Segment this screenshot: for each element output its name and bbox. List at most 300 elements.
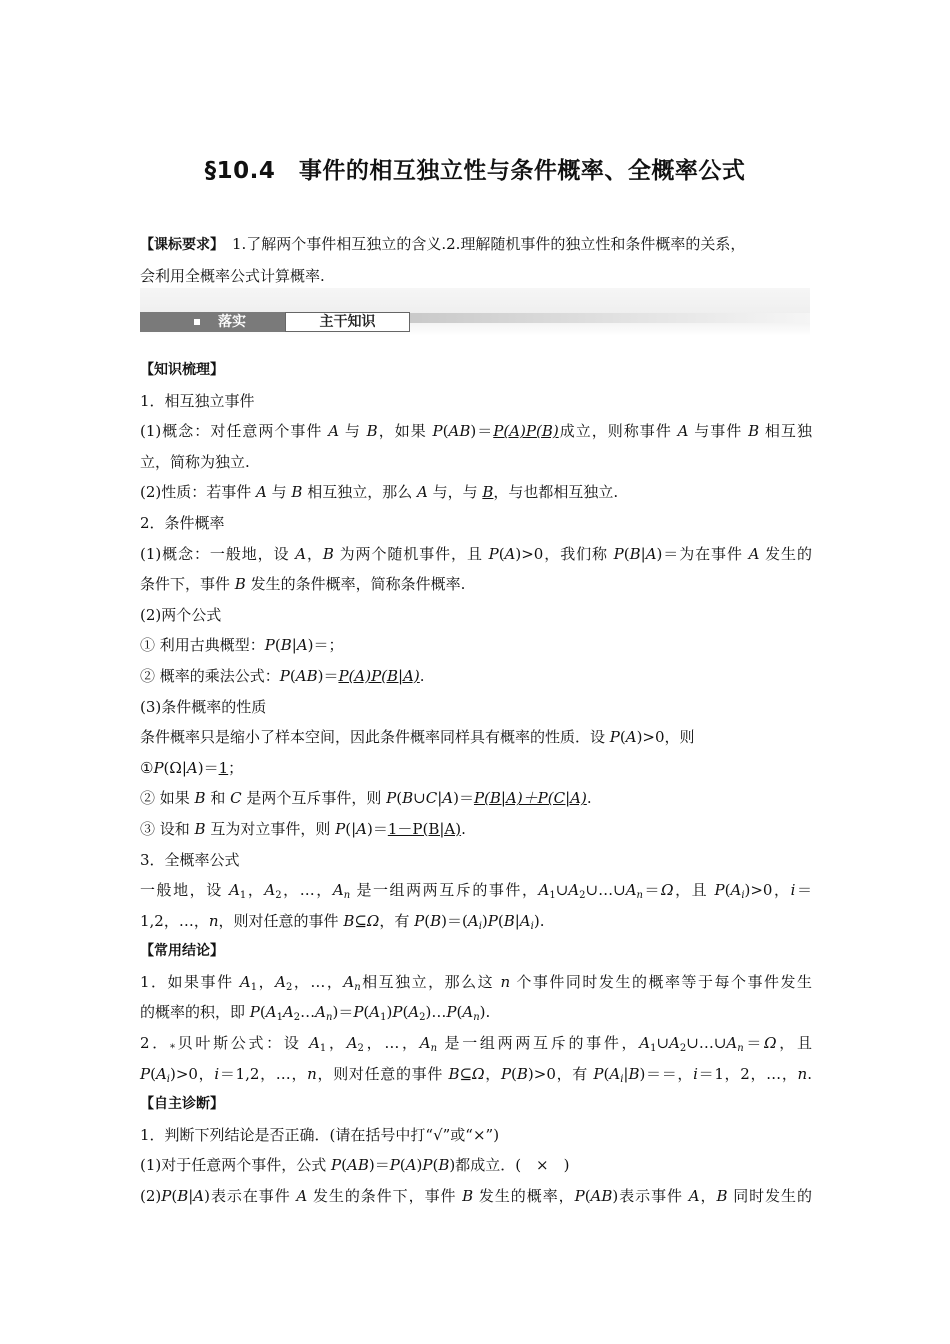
- text-run: |: [514, 911, 520, 930]
- text-run: B: [516, 1064, 528, 1083]
- text-run: P: [264, 636, 275, 655]
- text-run: ① 利用古典概型：: [140, 636, 265, 655]
- text-run: A: [677, 422, 689, 441]
- text-run: n: [430, 1043, 438, 1055]
- text-run: ，: [306, 544, 323, 563]
- text-run: C: [425, 789, 438, 808]
- text-run: P: [331, 1156, 342, 1175]
- text-run: (1)对于任意两个事件，公式: [140, 1156, 332, 1175]
- text-run: 互为对立事件，则: [205, 819, 336, 838]
- text-run: ，且: [776, 1034, 812, 1053]
- text-run: A: [417, 483, 428, 502]
- text-run: …: [300, 1003, 316, 1022]
- text-line: [140, 997, 812, 1028]
- text-run: |: [291, 636, 297, 655]
- text-run: ): [481, 911, 488, 930]
- text-run: 和: [205, 789, 231, 808]
- text-run: n: [636, 890, 643, 902]
- text-line: [140, 753, 812, 784]
- text-run: ，与也都相互独立.: [493, 483, 619, 502]
- text-run: n: [326, 1012, 333, 1024]
- text-run: A: [309, 1034, 320, 1053]
- text-run: 2: [679, 1043, 687, 1055]
- text-run: 1．如果事件: [140, 972, 240, 991]
- answer-fill: B: [482, 483, 494, 502]
- text-run: 发生的概率，: [473, 1187, 575, 1206]
- text-run: )＝: [470, 422, 494, 441]
- text-run: 与，与: [427, 483, 483, 502]
- text-run: 2: [419, 1012, 426, 1024]
- text-line: (2)两个公式: [140, 605, 222, 624]
- text-run: 一般地，设: [140, 881, 230, 900]
- text-run: 为两个随机事件，且: [333, 544, 489, 563]
- text-run: |: [640, 544, 646, 563]
- text-run: ⊆: [459, 1064, 473, 1083]
- text-run: P: [609, 728, 620, 747]
- text-run: A: [296, 1187, 308, 1206]
- text-run: n: [343, 890, 351, 902]
- text-run: ，且: [673, 881, 715, 900]
- text-run: A: [504, 544, 516, 563]
- text-run: A: [332, 881, 344, 900]
- text-run: 2: [293, 1012, 301, 1024]
- section-heading: 【自主诊断】: [140, 1096, 224, 1113]
- text-run: .: [807, 1064, 812, 1083]
- text-line: [140, 1181, 812, 1212]
- text-line: (3)条件概率的性质: [140, 697, 267, 716]
- text-run: 1: [250, 981, 258, 993]
- text-line: [140, 722, 812, 753]
- text-run: )＝: [366, 819, 388, 838]
- answer-fill: P(B|A)＋P(C|A): [473, 789, 587, 808]
- text-run: )>0，则: [636, 728, 695, 747]
- text-run: (: [432, 1156, 439, 1175]
- text-run: 2: [275, 890, 282, 902]
- text-run: A: [639, 1034, 651, 1053]
- text-run: AB: [346, 1156, 369, 1175]
- text-run: i: [530, 920, 534, 932]
- text-run: B: [628, 1064, 640, 1083]
- text-run: P: [153, 758, 164, 777]
- text-run: n: [473, 1012, 480, 1024]
- text-run: (: [396, 789, 403, 808]
- text-run: ，: [699, 1187, 717, 1206]
- text-run: 相互独立，那么这: [360, 972, 501, 991]
- text-run: 1: [239, 890, 247, 902]
- text-run: 是一组两两互斥的事件，: [437, 1034, 640, 1053]
- text-run: A: [239, 972, 251, 991]
- text-run: ): [386, 1003, 393, 1022]
- text-run: (2): [140, 1187, 162, 1206]
- text-run: (1)概念：对任意两个事件: [140, 422, 329, 441]
- text-run: 2．: [140, 1034, 170, 1053]
- text-run: A: [275, 972, 286, 991]
- text-run: C: [230, 789, 242, 808]
- text-run: A: [256, 483, 267, 502]
- text-run: 的概率的积，即: [140, 1003, 250, 1022]
- text-run: ＝: [642, 881, 662, 900]
- text-run: A: [462, 1003, 474, 1022]
- text-run: )>0，我们称: [515, 544, 614, 563]
- text-run: *: [169, 1043, 175, 1055]
- square-bullet-icon: [194, 319, 200, 325]
- text-run: (: [341, 1156, 347, 1175]
- text-run: A: [730, 881, 742, 900]
- text-run: A: [295, 544, 307, 563]
- curriculum-requirements: [140, 229, 812, 292]
- text-line: 2．条件概率: [140, 513, 225, 532]
- text-line: 3．全概率公式: [140, 850, 240, 869]
- text-run: B: [280, 636, 292, 655]
- text-run: A: [405, 1156, 417, 1175]
- text-run: 是一组两两互斥的事件，: [350, 881, 539, 900]
- text-run: P: [389, 1156, 400, 1175]
- text-run: B: [462, 1187, 474, 1206]
- text-run: ⊆: [354, 911, 367, 930]
- text-run: (: [363, 1003, 370, 1022]
- text-run: (: [259, 1003, 266, 1022]
- answer-fill: P(A)P(B|A): [338, 666, 420, 685]
- text-run: B: [366, 422, 378, 441]
- text-run: i: [693, 1064, 698, 1083]
- text-run: (: [399, 1156, 406, 1175]
- text-run: (: [498, 544, 505, 563]
- text-run: ，: [484, 1064, 501, 1083]
- text-run: (1)概念：一般地，设: [140, 544, 296, 563]
- text-run: n: [500, 972, 511, 991]
- text-run: ，有: [379, 911, 415, 930]
- text-run: n: [797, 1064, 808, 1083]
- text-run: .: [419, 666, 425, 685]
- text-run: A: [645, 544, 657, 563]
- text-run: A: [343, 972, 355, 991]
- text-run: 是两个互斥事件，则: [241, 789, 387, 808]
- text-run: n: [307, 1064, 317, 1083]
- text-run: (: [150, 1064, 156, 1083]
- text-run: P: [574, 1187, 585, 1206]
- text-run: ，如果: [377, 422, 433, 441]
- text-run: (: [623, 544, 630, 563]
- text-run: 与事件: [688, 422, 749, 441]
- text-run: |: [437, 789, 443, 808]
- text-run: )＝；: [307, 636, 344, 655]
- text-run: A: [519, 911, 531, 930]
- text-run: A: [282, 1003, 294, 1022]
- text-run: 与: [339, 422, 367, 441]
- requirements-tag: 【课标要求】: [140, 237, 224, 253]
- text-line: [140, 783, 812, 814]
- section-heading: 【常用结论】: [140, 943, 224, 960]
- text-run: AB: [448, 422, 471, 441]
- text-run: P: [487, 911, 498, 930]
- text-run: 与: [266, 483, 292, 502]
- text-run: (|: [345, 819, 357, 838]
- text-run: 发生的条件概率，简称条件概率.: [245, 575, 466, 594]
- text-run: P: [488, 544, 499, 563]
- text-run: ，: [326, 1034, 347, 1053]
- text-line: [140, 661, 812, 692]
- text-run: n: [737, 1043, 744, 1055]
- text-run: 条件概率只是缩小了样本空间，因此条件概率同样具有概率的性质．设: [140, 728, 610, 747]
- text-run: Ω: [764, 1034, 777, 1053]
- text-run: P: [335, 819, 346, 838]
- text-run: |: [188, 1187, 194, 1206]
- text-run: (: [171, 1187, 178, 1206]
- text-run: Ω: [472, 1064, 485, 1083]
- text-run: P: [279, 666, 290, 685]
- text-run: ＝1，2，…，: [697, 1064, 798, 1083]
- text-run: (: [497, 911, 504, 930]
- text-run: 贝叶斯公式：设: [174, 1034, 310, 1053]
- text-run: B: [291, 483, 303, 502]
- text-run: i: [214, 1064, 220, 1083]
- text-line: [140, 477, 812, 508]
- section-heading: 【知识梳理】: [140, 362, 224, 378]
- text-run: )＝: [332, 1003, 354, 1022]
- text-run: B: [343, 911, 355, 930]
- text-run: 2: [357, 1043, 364, 1055]
- text-run: ).: [533, 911, 545, 930]
- text-run: 相互独立，那么: [302, 483, 417, 502]
- text-run: 2: [579, 890, 586, 902]
- text-run: ③ 设和: [140, 819, 195, 838]
- text-run: )表示在事件: [204, 1187, 297, 1206]
- text-run: A: [688, 1187, 700, 1206]
- text-run: i: [478, 920, 482, 932]
- text-run: P: [161, 1187, 172, 1206]
- text-run: .: [586, 789, 592, 808]
- text-run: i: [790, 881, 796, 900]
- text-run: B: [194, 789, 206, 808]
- text-run: A: [328, 422, 340, 441]
- text-run: B: [438, 1156, 450, 1175]
- text-run: A: [193, 1187, 205, 1206]
- text-run: 相互独: [759, 422, 812, 441]
- text-run: (: [619, 728, 626, 747]
- text-line: [140, 416, 812, 447]
- text-run: B: [716, 1187, 728, 1206]
- text-run: P: [353, 1003, 364, 1022]
- text-run: B: [748, 422, 760, 441]
- text-run: i: [741, 890, 745, 902]
- text-run: Ω: [661, 881, 674, 900]
- answer-fill: P(A)P(B): [493, 422, 559, 441]
- text-run: P: [140, 1064, 151, 1083]
- text-run: P: [422, 1156, 433, 1175]
- text-run: 2: [285, 981, 293, 993]
- text-line: [140, 906, 812, 937]
- page-title: §10.4 事件的相互独立性与条件概率、全概率公式: [204, 158, 746, 184]
- text-line: [140, 1028, 812, 1059]
- text-run: B: [448, 1064, 460, 1083]
- text-line: [140, 875, 812, 906]
- text-run: ).: [479, 1003, 491, 1022]
- text-run: (: [724, 881, 731, 900]
- text-run: A: [315, 1003, 327, 1022]
- text-run: P: [446, 1003, 457, 1022]
- text-run: ＝1,2，…，: [219, 1064, 308, 1083]
- text-run: A: [155, 1064, 167, 1083]
- text-line: 立，简称为独立.: [140, 452, 250, 471]
- text-run: (: [584, 1187, 591, 1206]
- text-run: ∪…∪: [585, 881, 626, 900]
- text-run: 成立，则称事件: [558, 422, 678, 441]
- text-run: A: [669, 1034, 680, 1053]
- text-run: A: [296, 636, 308, 655]
- text-run: A: [265, 1003, 277, 1022]
- text-run: )＝: [197, 758, 219, 777]
- text-run: AB: [295, 666, 318, 685]
- text-run: (: [402, 1003, 409, 1022]
- text-run: 个事件同时发生的概率等于每个事件发生: [510, 972, 812, 991]
- banner-dark-text: 落实: [218, 314, 246, 330]
- banner-dark-label: [140, 312, 285, 332]
- text-line: [140, 569, 812, 600]
- text-run: )＝: [317, 666, 339, 685]
- text-run: A: [748, 544, 760, 563]
- text-run: B: [177, 1187, 189, 1206]
- requirements-line-2: 会利用全概率公式计算概率.: [140, 267, 325, 285]
- text-run: )>0，有: [527, 1064, 594, 1083]
- text-line: [140, 539, 812, 570]
- text-run: (: [456, 1003, 463, 1022]
- text-run: A: [442, 789, 454, 808]
- text-line: [140, 630, 812, 661]
- text-run: )都成立．( × ): [449, 1156, 570, 1175]
- text-run: B: [430, 911, 442, 930]
- text-run: )…: [425, 1003, 447, 1022]
- text-run: AB: [590, 1187, 613, 1206]
- text-run: B: [402, 789, 414, 808]
- text-run: (: [511, 1064, 517, 1083]
- text-run: 1: [380, 1012, 387, 1024]
- text-line: 1．相互独立事件: [140, 391, 255, 410]
- text-run: |: [623, 1064, 629, 1083]
- section-banner: [140, 288, 810, 336]
- text-run: ，则对任意的事件: [316, 1064, 449, 1083]
- text-run: A: [538, 881, 550, 900]
- text-run: P: [432, 422, 443, 441]
- text-line: 1．判断下列结论是否正确．(请在括号中打“√”或“×”): [140, 1125, 500, 1144]
- text-line: [140, 967, 812, 998]
- text-run: P: [593, 1064, 604, 1083]
- text-run: ，…，: [363, 1034, 420, 1053]
- text-run: .: [461, 819, 466, 838]
- text-run: ；: [228, 758, 244, 777]
- text-run: B: [629, 544, 641, 563]
- answer-fill: 1: [218, 758, 229, 777]
- text-run: P: [714, 881, 725, 900]
- text-run: ，: [257, 972, 276, 991]
- text-run: (: [603, 1064, 610, 1083]
- text-run: Ω: [366, 911, 380, 930]
- text-run: A: [229, 881, 240, 900]
- text-run: A: [467, 911, 479, 930]
- text-run: A: [369, 1003, 381, 1022]
- knowledge-content: [140, 355, 812, 1212]
- text-run: (2)性质：若事件: [140, 483, 257, 502]
- text-run: (: [424, 911, 431, 930]
- answer-fill: 1－P(B|A): [387, 819, 462, 838]
- text-run: B: [503, 911, 515, 930]
- text-run: 1: [276, 1012, 283, 1024]
- text-run: A: [419, 1034, 431, 1053]
- text-run: ∪: [413, 789, 426, 808]
- text-run: (Ω|: [163, 758, 187, 777]
- text-run: (: [274, 636, 281, 655]
- requirements-line-1: 1.了解两个事件相互独立的含义.2.理解随机事件的独立性和条件概率的关系，: [232, 235, 746, 253]
- text-line: [140, 1150, 812, 1181]
- text-run: A: [625, 881, 637, 900]
- text-run: )＝＝，: [639, 1064, 694, 1083]
- text-run: ＝: [795, 881, 812, 900]
- text-run: )＝: [368, 1156, 390, 1175]
- text-run: 条件下，事件: [140, 575, 235, 594]
- text-run: n: [354, 981, 361, 993]
- text-run: ，则对任意的事件: [218, 911, 344, 930]
- text-run: A: [625, 728, 637, 747]
- banner-box-label: 主干知识: [285, 312, 410, 332]
- text-run: ①: [140, 758, 154, 777]
- text-run: P: [386, 789, 397, 808]
- text-run: A: [726, 1034, 738, 1053]
- text-run: 发生的: [759, 544, 812, 563]
- text-run: P: [500, 1064, 512, 1083]
- text-run: )＝(: [441, 911, 468, 930]
- text-line: [140, 814, 812, 845]
- text-run: (: [289, 666, 296, 685]
- text-run: (: [442, 422, 449, 441]
- text-run: ② 如果: [140, 789, 195, 808]
- text-run: B: [322, 544, 334, 563]
- text-run: P: [613, 544, 624, 563]
- text-run: ，…，: [292, 972, 344, 991]
- text-run: ，…，: [281, 881, 333, 900]
- text-run: )表示事件: [612, 1187, 689, 1206]
- text-run: A: [186, 758, 198, 777]
- text-line: [140, 1059, 812, 1090]
- text-run: A: [264, 881, 276, 900]
- text-run: ∪: [555, 881, 569, 900]
- text-run: ): [416, 1156, 423, 1175]
- text-run: )＝: [453, 789, 474, 808]
- text-run: 发生的条件下，事件: [307, 1187, 463, 1206]
- text-run: B: [194, 819, 206, 838]
- text-run: A: [568, 881, 580, 900]
- text-run: n: [208, 911, 219, 930]
- text-run: 1: [549, 890, 556, 902]
- text-run: A: [609, 1064, 621, 1083]
- text-run: ∪…∪: [686, 1034, 727, 1053]
- text-run: )>0，: [744, 881, 791, 900]
- text-run: 同时发生的: [727, 1187, 812, 1206]
- text-run: 1,2，…，: [140, 911, 209, 930]
- text-run: A: [356, 819, 367, 838]
- text-run: 1: [319, 1043, 327, 1055]
- text-run: A: [346, 1034, 358, 1053]
- text-run: A: [408, 1003, 420, 1022]
- text-run: )＝为在事件: [656, 544, 749, 563]
- text-run: ② 概率的乘法公式：: [140, 666, 280, 685]
- text-run: )>0，: [170, 1064, 215, 1083]
- text-run: ∪: [656, 1034, 670, 1053]
- text-run: P: [392, 1003, 403, 1022]
- text-run: i: [620, 1073, 624, 1085]
- text-run: P: [414, 911, 425, 930]
- text-run: ＝: [743, 1034, 765, 1053]
- text-run: B: [234, 575, 246, 594]
- text-run: P: [249, 1003, 260, 1022]
